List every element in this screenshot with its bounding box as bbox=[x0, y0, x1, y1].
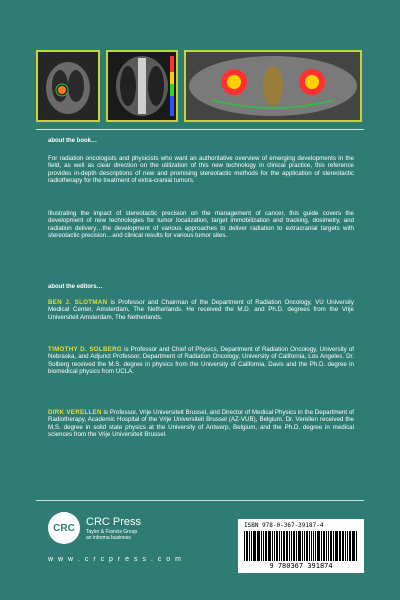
barcode-bar bbox=[298, 531, 301, 561]
barcode-bar bbox=[323, 531, 325, 561]
barcode-bar bbox=[274, 531, 275, 561]
publisher-group: Taylor & Francis Group bbox=[86, 529, 138, 535]
barcode-bar bbox=[304, 531, 305, 561]
barcode-bar bbox=[342, 531, 344, 561]
barcode-bar bbox=[328, 531, 329, 561]
barcode-bar bbox=[302, 531, 303, 561]
barcode-bar bbox=[258, 531, 260, 561]
editor-bio: is Professor and Chief of Physics, Department of Radiation Oncology, University of Nebraska, and Adjunct Professor, Department of Radiation Oncology, University of California, Los Angeles. Dr. Solberg received the M.S. degree in physics from the University of California, Davis and the Ph.D. degree in biomedical physics from UCLA. bbox=[48, 346, 354, 376]
barcode-bar bbox=[268, 531, 271, 561]
ct-scan-image-2 bbox=[106, 50, 178, 122]
top-divider bbox=[36, 129, 364, 130]
isbn-number: 9 780367 391874 bbox=[269, 562, 333, 570]
barcode-bar bbox=[291, 531, 292, 561]
barcode-bar bbox=[244, 531, 245, 561]
barcode-bar bbox=[265, 531, 267, 561]
barcode-bar bbox=[263, 531, 264, 561]
publisher-tagline: an informa business bbox=[86, 535, 131, 541]
barcode-bar bbox=[286, 531, 288, 561]
ct-scan-graphic-2 bbox=[108, 52, 176, 120]
isbn-label: ISBN 978-0-367-39187-4 bbox=[244, 522, 324, 529]
about-editors-heading: about the editors… bbox=[48, 284, 103, 290]
ct-scan-graphic-3 bbox=[186, 52, 360, 120]
barcode-bar bbox=[251, 531, 252, 561]
barcode-bar bbox=[333, 531, 334, 561]
barcode-bar bbox=[279, 531, 280, 561]
barcode-bar bbox=[315, 531, 316, 561]
barcode-bar bbox=[249, 531, 250, 561]
publisher-block bbox=[48, 512, 158, 552]
about-book-paragraph-1: For radiation oncologists and physicists who want an authoritative overview of emerging developments in the field, as well as clear direction on the utilization of this new technology in clinical practice, this reference provides in-depth descriptions of new and promising stereotactic methods for the application of stereotactic radiotherapy for the treatment of extra-cranial tumors. bbox=[48, 155, 354, 185]
barcode-bar bbox=[313, 531, 314, 561]
barcode-box bbox=[238, 519, 364, 573]
about-book-paragraph-2: Illustrating the impact of stereotactic precision on the management of cancer, this guide covers the development of new technologies for tumor localization, target immobilization and tracking, dosimetry, and radiation delivery…the development of various approaches to deliver radiation to extracranial targets with stereotactic precision…and clinical results for various tumor sites. bbox=[48, 210, 354, 240]
barcode-bar bbox=[276, 531, 278, 561]
publisher-name: CRC Press bbox=[86, 516, 142, 528]
barcode-bar bbox=[311, 531, 313, 561]
bottom-divider bbox=[36, 500, 364, 501]
barcode-bar bbox=[296, 531, 297, 561]
barcode-bar bbox=[335, 531, 338, 561]
publisher-subtitle bbox=[86, 529, 137, 541]
editor-name: DIRK VERELLEN bbox=[48, 409, 102, 416]
barcode-bar bbox=[253, 531, 256, 561]
ct-scan-image-3 bbox=[184, 50, 362, 122]
barcode-bar bbox=[352, 531, 355, 561]
editor-bio: is Professor, Vrije Universiteit Brussel, and Director of Medical Physics in the Department of Radiotherapy, Academic Hospital of the Vrije Universiteit Brussel (AZ-VUB), Belgium. Dr. Verellen received the M.S. degree in solid state physics at the University of Antwerp, Belgium, and the Ph.D. degree in medical sciences from the Vrije Universiteit Brussel. bbox=[48, 409, 355, 439]
about-book-heading: about the book… bbox=[48, 138, 97, 144]
barcode-bar bbox=[317, 531, 320, 561]
editor-entry bbox=[48, 299, 354, 321]
ct-scan-graphic-1 bbox=[38, 52, 98, 120]
barcode-bar bbox=[257, 531, 258, 561]
barcode-bar bbox=[283, 531, 286, 561]
barcode-bar bbox=[345, 531, 346, 561]
barcode-bar bbox=[340, 531, 341, 561]
barcode-bar bbox=[306, 531, 308, 561]
barcode-bar bbox=[261, 531, 262, 561]
barcode-bar bbox=[326, 531, 327, 561]
publisher-url: w w w . c r c p r e s s . c o m bbox=[48, 556, 183, 563]
editor-bio: is Professor and Chairman of the Department of Radiation Oncology, VU University Medical Center, Amsterdam, The Netherlands. He received the M.D. and Ph.D. degrees from the Vrije Universiteit Amsterdam, The Netherlands. bbox=[48, 299, 354, 321]
editor-entry bbox=[48, 346, 354, 376]
medical-images-strip bbox=[36, 50, 364, 122]
barcode-bar bbox=[293, 531, 295, 561]
ct-scan-image-1 bbox=[36, 50, 100, 122]
crc-logo: CRC bbox=[48, 512, 80, 544]
barcode-bar bbox=[246, 531, 248, 561]
editor-entry bbox=[48, 409, 354, 439]
barcode-bar bbox=[347, 531, 348, 561]
barcode-bar bbox=[289, 531, 290, 561]
barcode-bar bbox=[309, 531, 310, 561]
barcode-bar bbox=[349, 531, 351, 561]
barcode-bar bbox=[339, 531, 340, 561]
barcode-bar bbox=[272, 531, 273, 561]
editor-name: TIMOTHY D. SOLBERG bbox=[48, 346, 123, 353]
editor-name: BEN J. SLOTMAN bbox=[48, 299, 108, 306]
barcode-bar bbox=[330, 531, 332, 561]
barcode-bar bbox=[356, 531, 357, 561]
barcode-bars bbox=[244, 531, 358, 561]
barcode-bar bbox=[281, 531, 282, 561]
barcode-bar bbox=[321, 531, 322, 561]
